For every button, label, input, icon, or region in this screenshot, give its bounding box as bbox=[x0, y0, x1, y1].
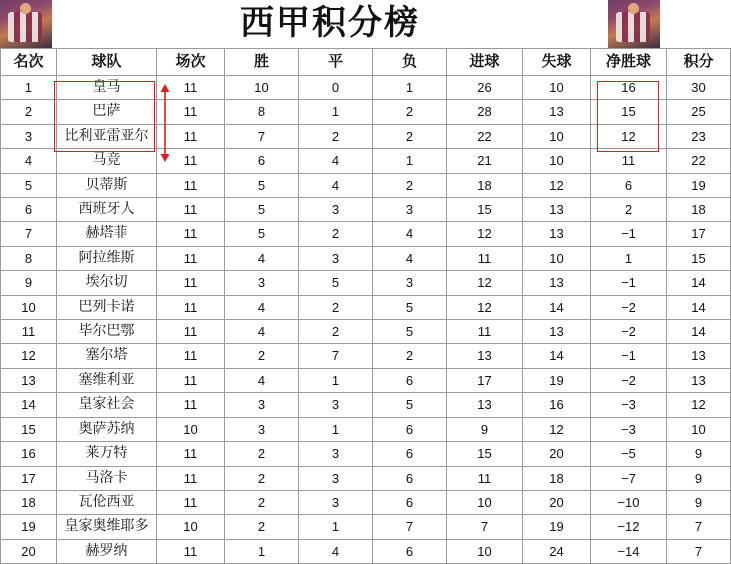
cell-ga: 13 bbox=[523, 320, 591, 344]
cell-win: 4 bbox=[225, 368, 299, 392]
column-header-draw: 平 bbox=[299, 49, 373, 76]
cell-pts: 19 bbox=[667, 173, 731, 197]
table-header-row bbox=[1, 49, 731, 76]
cell-draw: 7 bbox=[299, 344, 373, 368]
cell-ga: 10 bbox=[523, 76, 591, 100]
cell-gf: 22 bbox=[447, 124, 523, 148]
cell-ga: 13 bbox=[523, 222, 591, 246]
cell-ga: 14 bbox=[523, 344, 591, 368]
cell-gd: −2 bbox=[591, 320, 667, 344]
shirt-graphic bbox=[616, 12, 650, 42]
cell-gd: −12 bbox=[591, 515, 667, 539]
cell-ga: 19 bbox=[523, 515, 591, 539]
column-header-team: 球队 bbox=[57, 49, 157, 76]
column-header-pts: 积分 bbox=[667, 49, 731, 76]
cell-rank: 17 bbox=[1, 466, 57, 490]
cell-draw: 2 bbox=[299, 295, 373, 319]
cell-played: 11 bbox=[157, 393, 225, 417]
cell-played: 11 bbox=[157, 295, 225, 319]
logo-left bbox=[0, 0, 52, 48]
cell-rank: 9 bbox=[1, 271, 57, 295]
cell-loss: 6 bbox=[373, 466, 447, 490]
cell-draw: 0 bbox=[299, 76, 373, 100]
table-row bbox=[1, 490, 731, 514]
cell-loss: 1 bbox=[373, 149, 447, 173]
cell-gf: 11 bbox=[447, 320, 523, 344]
table-row bbox=[1, 442, 731, 466]
cell-win: 3 bbox=[225, 393, 299, 417]
cell-played: 11 bbox=[157, 246, 225, 270]
cell-ga: 13 bbox=[523, 100, 591, 124]
cell-pts: 14 bbox=[667, 295, 731, 319]
shirt-graphic bbox=[8, 12, 42, 42]
page-header bbox=[0, 0, 660, 48]
cell-gd: −14 bbox=[591, 539, 667, 563]
cell-played: 10 bbox=[157, 417, 225, 441]
column-header-played: 场次 bbox=[157, 49, 225, 76]
cell-draw: 4 bbox=[299, 149, 373, 173]
page-title: 西甲积分榜 bbox=[240, 5, 420, 42]
cell-rank: 8 bbox=[1, 246, 57, 270]
cell-ga: 16 bbox=[523, 393, 591, 417]
table-row bbox=[1, 417, 731, 441]
cell-draw: 3 bbox=[299, 466, 373, 490]
cell-draw: 2 bbox=[299, 222, 373, 246]
cell-loss: 2 bbox=[373, 124, 447, 148]
cell-rank: 6 bbox=[1, 198, 57, 222]
cell-ga: 13 bbox=[523, 198, 591, 222]
cell-pts: 22 bbox=[667, 149, 731, 173]
cell-draw: 2 bbox=[299, 320, 373, 344]
cell-pts: 14 bbox=[667, 320, 731, 344]
cell-team: 皇马 bbox=[57, 76, 157, 100]
cell-ga: 13 bbox=[523, 271, 591, 295]
cell-loss: 2 bbox=[373, 344, 447, 368]
cell-rank: 19 bbox=[1, 515, 57, 539]
cell-loss: 7 bbox=[373, 515, 447, 539]
cell-draw: 1 bbox=[299, 368, 373, 392]
cell-ga: 24 bbox=[523, 539, 591, 563]
cell-ga: 20 bbox=[523, 442, 591, 466]
cell-rank: 16 bbox=[1, 442, 57, 466]
cell-win: 3 bbox=[225, 271, 299, 295]
logo-right bbox=[608, 0, 660, 48]
cell-rank: 2 bbox=[1, 100, 57, 124]
cell-draw: 3 bbox=[299, 246, 373, 270]
cell-gf: 28 bbox=[447, 100, 523, 124]
cell-loss: 6 bbox=[373, 490, 447, 514]
table-row bbox=[1, 124, 731, 148]
cell-played: 11 bbox=[157, 490, 225, 514]
cell-gd: −1 bbox=[591, 222, 667, 246]
cell-gd: 12 bbox=[591, 124, 667, 148]
cell-gd: −1 bbox=[591, 271, 667, 295]
cell-draw: 3 bbox=[299, 490, 373, 514]
cell-pts: 9 bbox=[667, 466, 731, 490]
cell-rank: 5 bbox=[1, 173, 57, 197]
cell-played: 11 bbox=[157, 442, 225, 466]
cell-pts: 12 bbox=[667, 393, 731, 417]
cell-gd: 15 bbox=[591, 100, 667, 124]
cell-gd: 1 bbox=[591, 246, 667, 270]
cell-draw: 2 bbox=[299, 124, 373, 148]
cell-team: 贝蒂斯 bbox=[57, 173, 157, 197]
cell-gd: 11 bbox=[591, 149, 667, 173]
cell-team: 马竞 bbox=[57, 149, 157, 173]
cell-draw: 4 bbox=[299, 173, 373, 197]
cell-draw: 3 bbox=[299, 393, 373, 417]
cell-win: 5 bbox=[225, 222, 299, 246]
column-header-gd: 净胜球 bbox=[591, 49, 667, 76]
table-row bbox=[1, 344, 731, 368]
cell-loss: 5 bbox=[373, 393, 447, 417]
cell-gd: −3 bbox=[591, 393, 667, 417]
cell-pts: 14 bbox=[667, 271, 731, 295]
cell-win: 5 bbox=[225, 173, 299, 197]
cell-gd: −2 bbox=[591, 368, 667, 392]
cell-played: 11 bbox=[157, 271, 225, 295]
cell-gf: 10 bbox=[447, 539, 523, 563]
cell-played: 11 bbox=[157, 124, 225, 148]
column-header-gf: 进球 bbox=[447, 49, 523, 76]
table-row bbox=[1, 149, 731, 173]
cell-team: 毕尔巴鄂 bbox=[57, 320, 157, 344]
cell-ga: 18 bbox=[523, 466, 591, 490]
cell-rank: 1 bbox=[1, 76, 57, 100]
cell-loss: 3 bbox=[373, 198, 447, 222]
team-crest-image-left bbox=[0, 0, 52, 48]
cell-draw: 1 bbox=[299, 515, 373, 539]
cell-rank: 20 bbox=[1, 539, 57, 563]
cell-draw: 4 bbox=[299, 539, 373, 563]
cell-played: 11 bbox=[157, 368, 225, 392]
cell-played: 11 bbox=[157, 76, 225, 100]
cell-team: 皇家社会 bbox=[57, 393, 157, 417]
cell-rank: 7 bbox=[1, 222, 57, 246]
cell-win: 4 bbox=[225, 295, 299, 319]
cell-gf: 26 bbox=[447, 76, 523, 100]
cell-team: 瓦伦西亚 bbox=[57, 490, 157, 514]
column-header-rank: 名次 bbox=[1, 49, 57, 76]
cell-ga: 10 bbox=[523, 149, 591, 173]
cell-pts: 23 bbox=[667, 124, 731, 148]
cell-gd: 16 bbox=[591, 76, 667, 100]
cell-loss: 3 bbox=[373, 271, 447, 295]
cell-win: 2 bbox=[225, 442, 299, 466]
cell-pts: 9 bbox=[667, 490, 731, 514]
cell-played: 11 bbox=[157, 466, 225, 490]
cell-pts: 7 bbox=[667, 539, 731, 563]
cell-played: 11 bbox=[157, 173, 225, 197]
cell-win: 2 bbox=[225, 466, 299, 490]
cell-gd: −1 bbox=[591, 344, 667, 368]
cell-gd: −10 bbox=[591, 490, 667, 514]
cell-gf: 18 bbox=[447, 173, 523, 197]
cell-ga: 12 bbox=[523, 173, 591, 197]
head-graphic bbox=[628, 3, 639, 14]
cell-win: 8 bbox=[225, 100, 299, 124]
cell-played: 10 bbox=[157, 515, 225, 539]
cell-gf: 11 bbox=[447, 246, 523, 270]
cell-draw: 3 bbox=[299, 198, 373, 222]
cell-pts: 13 bbox=[667, 344, 731, 368]
cell-loss: 6 bbox=[373, 368, 447, 392]
cell-team: 西班牙人 bbox=[57, 198, 157, 222]
cell-gf: 15 bbox=[447, 442, 523, 466]
cell-gf: 12 bbox=[447, 295, 523, 319]
cell-gf: 7 bbox=[447, 515, 523, 539]
cell-team: 阿拉维斯 bbox=[57, 246, 157, 270]
cell-win: 6 bbox=[225, 149, 299, 173]
cell-pts: 30 bbox=[667, 76, 731, 100]
cell-team: 莱万特 bbox=[57, 442, 157, 466]
cell-win: 2 bbox=[225, 344, 299, 368]
cell-rank: 18 bbox=[1, 490, 57, 514]
cell-win: 3 bbox=[225, 417, 299, 441]
cell-gd: −5 bbox=[591, 442, 667, 466]
table-row bbox=[1, 320, 731, 344]
cell-team: 赫塔菲 bbox=[57, 222, 157, 246]
cell-gd: −3 bbox=[591, 417, 667, 441]
cell-team: 巴萨 bbox=[57, 100, 157, 124]
cell-win: 2 bbox=[225, 490, 299, 514]
cell-team: 塞尔塔 bbox=[57, 344, 157, 368]
team-crest-image-right bbox=[608, 0, 660, 48]
cell-win: 4 bbox=[225, 320, 299, 344]
cell-rank: 13 bbox=[1, 368, 57, 392]
cell-gd: −7 bbox=[591, 466, 667, 490]
cell-pts: 18 bbox=[667, 198, 731, 222]
cell-pts: 17 bbox=[667, 222, 731, 246]
table-row bbox=[1, 271, 731, 295]
cell-ga: 10 bbox=[523, 246, 591, 270]
cell-played: 11 bbox=[157, 100, 225, 124]
cell-loss: 2 bbox=[373, 100, 447, 124]
cell-played: 11 bbox=[157, 222, 225, 246]
cell-gd: 2 bbox=[591, 198, 667, 222]
cell-gf: 21 bbox=[447, 149, 523, 173]
head-graphic bbox=[20, 3, 31, 14]
cell-draw: 1 bbox=[299, 417, 373, 441]
cell-gf: 15 bbox=[447, 198, 523, 222]
cell-win: 4 bbox=[225, 246, 299, 270]
cell-win: 7 bbox=[225, 124, 299, 148]
cell-team: 奥萨苏纳 bbox=[57, 417, 157, 441]
table-body bbox=[1, 76, 731, 564]
table-row bbox=[1, 466, 731, 490]
cell-pts: 10 bbox=[667, 417, 731, 441]
table-row bbox=[1, 222, 731, 246]
cell-played: 11 bbox=[157, 539, 225, 563]
cell-ga: 10 bbox=[523, 124, 591, 148]
cell-gf: 13 bbox=[447, 393, 523, 417]
cell-win: 5 bbox=[225, 198, 299, 222]
cell-rank: 4 bbox=[1, 149, 57, 173]
cell-pts: 13 bbox=[667, 368, 731, 392]
cell-gf: 17 bbox=[447, 368, 523, 392]
cell-draw: 1 bbox=[299, 100, 373, 124]
cell-rank: 14 bbox=[1, 393, 57, 417]
table-row bbox=[1, 100, 731, 124]
cell-rank: 15 bbox=[1, 417, 57, 441]
cell-ga: 19 bbox=[523, 368, 591, 392]
table-row bbox=[1, 393, 731, 417]
cell-team: 皇家奥维耶多 bbox=[57, 515, 157, 539]
cell-gf: 11 bbox=[447, 466, 523, 490]
cell-pts: 7 bbox=[667, 515, 731, 539]
cell-rank: 3 bbox=[1, 124, 57, 148]
cell-pts: 15 bbox=[667, 246, 731, 270]
cell-loss: 5 bbox=[373, 295, 447, 319]
cell-gf: 9 bbox=[447, 417, 523, 441]
cell-win: 1 bbox=[225, 539, 299, 563]
cell-ga: 12 bbox=[523, 417, 591, 441]
cell-rank: 10 bbox=[1, 295, 57, 319]
table-row bbox=[1, 173, 731, 197]
table-row bbox=[1, 295, 731, 319]
cell-gf: 13 bbox=[447, 344, 523, 368]
table-row bbox=[1, 539, 731, 563]
cell-loss: 4 bbox=[373, 246, 447, 270]
cell-played: 11 bbox=[157, 344, 225, 368]
cell-loss: 1 bbox=[373, 76, 447, 100]
cell-win: 2 bbox=[225, 515, 299, 539]
cell-draw: 3 bbox=[299, 442, 373, 466]
cell-team: 塞维利亚 bbox=[57, 368, 157, 392]
cell-ga: 14 bbox=[523, 295, 591, 319]
cell-loss: 6 bbox=[373, 417, 447, 441]
cell-team: 巴列卡诺 bbox=[57, 295, 157, 319]
cell-played: 11 bbox=[157, 320, 225, 344]
cell-pts: 25 bbox=[667, 100, 731, 124]
cell-draw: 5 bbox=[299, 271, 373, 295]
standings-table bbox=[0, 48, 731, 564]
cell-gf: 12 bbox=[447, 222, 523, 246]
cell-pts: 9 bbox=[667, 442, 731, 466]
table-row bbox=[1, 76, 731, 100]
cell-played: 11 bbox=[157, 149, 225, 173]
cell-loss: 5 bbox=[373, 320, 447, 344]
cell-played: 11 bbox=[157, 198, 225, 222]
cell-team: 马洛卡 bbox=[57, 466, 157, 490]
column-header-loss: 负 bbox=[373, 49, 447, 76]
cell-gd: 6 bbox=[591, 173, 667, 197]
cell-team: 埃尔切 bbox=[57, 271, 157, 295]
cell-gd: −2 bbox=[591, 295, 667, 319]
cell-gf: 10 bbox=[447, 490, 523, 514]
cell-ga: 20 bbox=[523, 490, 591, 514]
table-row bbox=[1, 246, 731, 270]
cell-team: 比利亚雷亚尔 bbox=[57, 124, 157, 148]
cell-rank: 11 bbox=[1, 320, 57, 344]
cell-gf: 12 bbox=[447, 271, 523, 295]
table-row bbox=[1, 198, 731, 222]
cell-loss: 2 bbox=[373, 173, 447, 197]
cell-team: 赫罗纳 bbox=[57, 539, 157, 563]
table-row bbox=[1, 368, 731, 392]
cell-loss: 6 bbox=[373, 539, 447, 563]
cell-loss: 4 bbox=[373, 222, 447, 246]
cell-win: 10 bbox=[225, 76, 299, 100]
cell-rank: 12 bbox=[1, 344, 57, 368]
column-header-win: 胜 bbox=[225, 49, 299, 76]
table-row bbox=[1, 515, 731, 539]
cell-loss: 6 bbox=[373, 442, 447, 466]
column-header-ga: 失球 bbox=[523, 49, 591, 76]
